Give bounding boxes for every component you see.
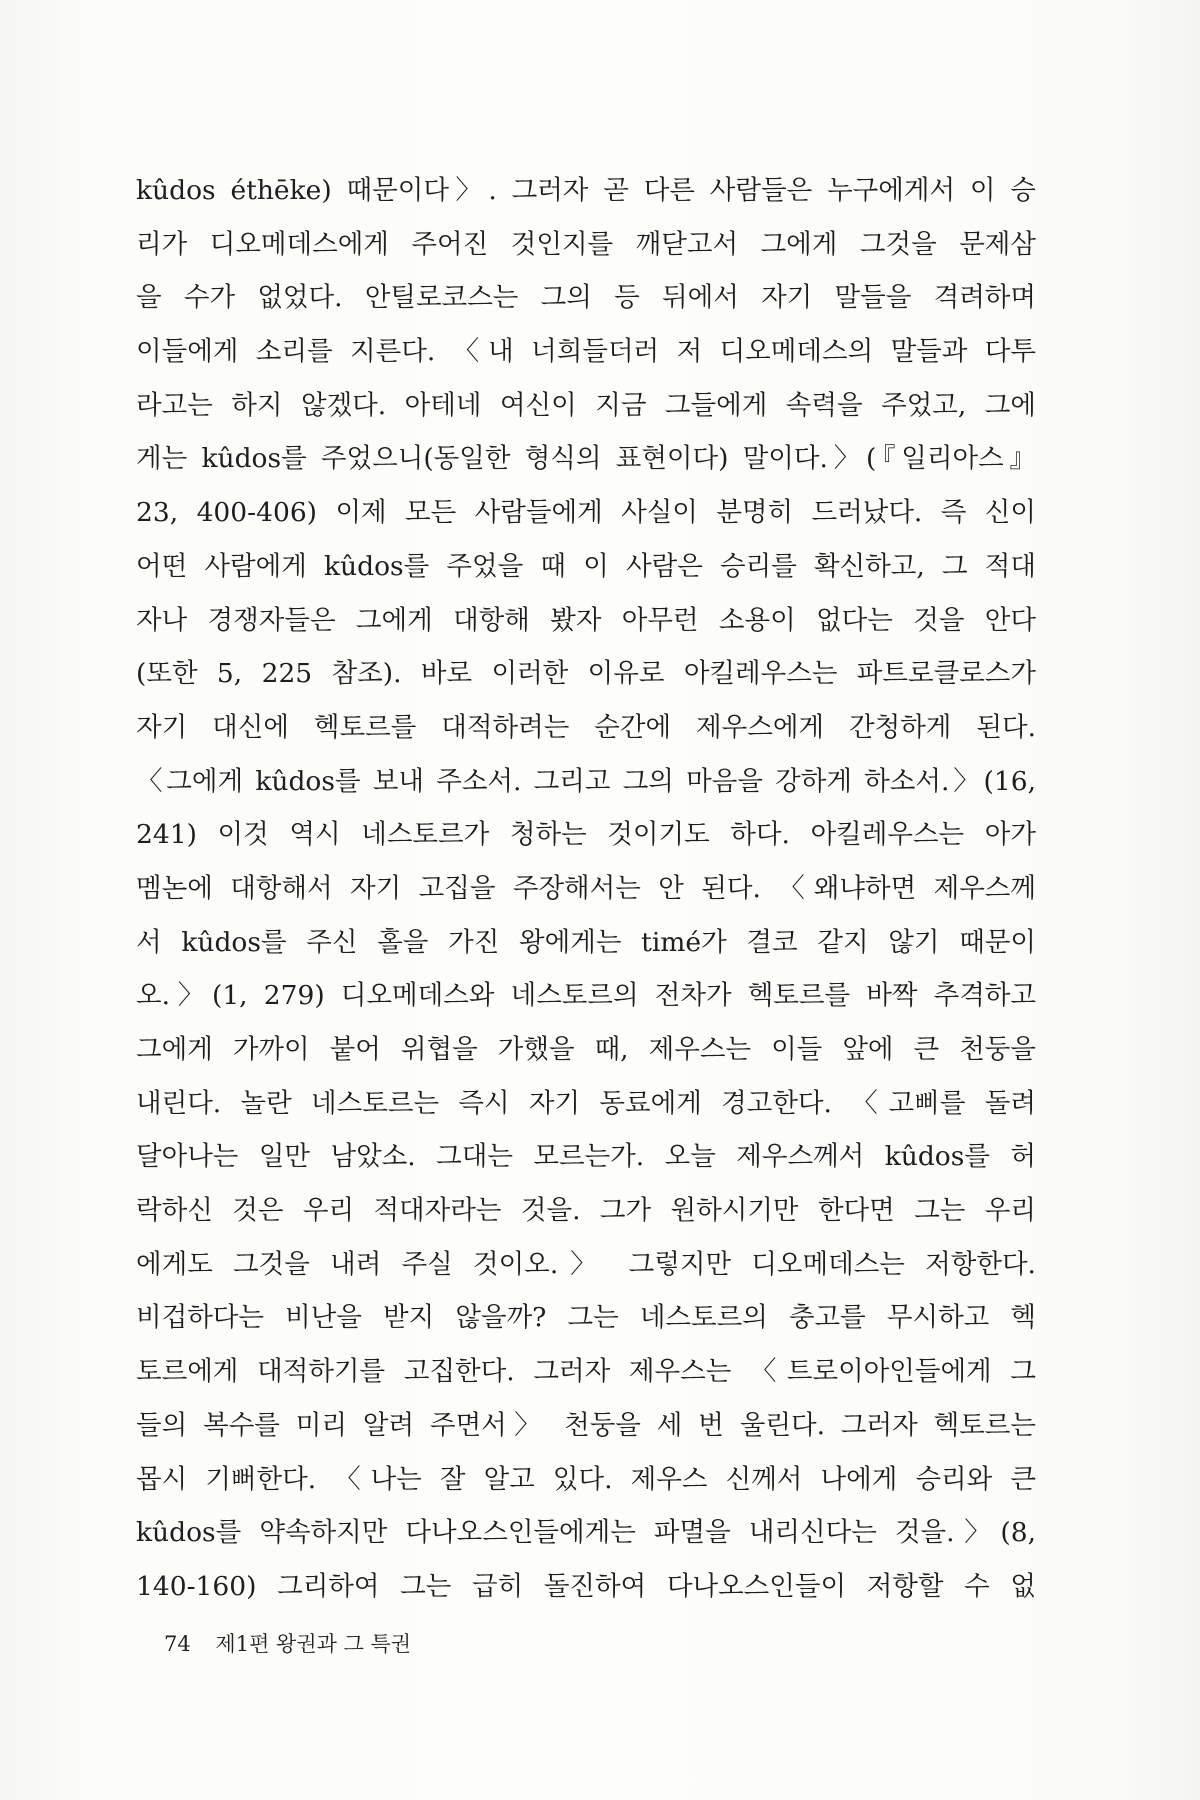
page-footer xyxy=(164,1627,411,1661)
running-title: 제1편 왕권과 그 특권 xyxy=(215,1632,412,1656)
text-line: 몹시 기뻐한다. 〈나는 잘 알고 있다. 제우스 신께서 나에게 승리와 큰 xyxy=(136,1463,1036,1495)
text-line: 자기 대신에 헥토르를 대적하려는 순간에 제우스에게 간청하게 된다. xyxy=(136,711,1036,743)
page-number: 74 xyxy=(164,1632,191,1656)
text-line: 라고는 하지 않겠다. 아테네 여신이 지금 그들에게 속력을 주었고, 그에 xyxy=(136,389,1036,421)
text-line: 에게도 그것을 내려 주실 것이오.〉 그렇지만 디오메데스는 저항한다. xyxy=(136,1248,1036,1280)
text-line: 비겁하다는 비난을 받지 않을까? 그는 네스토르의 충고를 무시하고 헥 xyxy=(136,1302,1036,1334)
text-line: kûdos éthēke) 때문이다〉. 그러자 곧 다른 사람들은 누구에게서 이 승 xyxy=(136,175,1036,206)
text-line: 그에게 가까이 붙어 위협을 가했을 때, 제우스는 이들 앞에 큰 천둥을 xyxy=(136,1034,1036,1065)
text-line: 을 수가 없었다. 안틸로코스는 그의 등 뒤에서 자기 말들을 격려하며 xyxy=(136,282,1036,314)
text-line: 241) 이것 역시 네스토르가 청하는 것이기도 하다. 아킬레우스는 아가 xyxy=(136,819,1036,851)
text-line: 리가 디오메데스에게 주어진 것인지를 깨닫고서 그에게 그것을 문제삼 xyxy=(136,228,1036,260)
text-line: 자나 경쟁자들은 그에게 대항해 봤자 아무런 소용이 없다는 것을 안다 xyxy=(136,604,1036,636)
text-line: 〈그에게 kûdos를 보내 주소서. 그리고 그의 마음을 강하게 하소서.〉(16, xyxy=(136,765,1036,797)
text-line: 게는 kûdos를 주었으니(동일한 형식의 표현이다) 말이다.〉(『일리아스』 xyxy=(136,443,1036,475)
text-line: 들의 복수를 미리 알려 주면서〉 천둥을 세 번 울린다. 그러자 헥토르는 xyxy=(136,1409,1036,1441)
text-line: 140-160) 그리하여 그는 급히 돌진하여 다나오스인들이 저항할 수 없 xyxy=(136,1570,1036,1602)
text-line: 서 kûdos를 주신 홀을 가진 왕에게는 timé가 결코 같지 않기 때문이 xyxy=(136,926,1036,958)
text-line: 락하신 것은 우리 적대자라는 것을. 그가 원하시기만 한다면 그는 우리 xyxy=(136,1195,1036,1227)
text-line: 23, 400-406) 이제 모든 사람들에게 사실이 분명히 드러났다. 즉 신이 xyxy=(136,497,1036,529)
text-line: 멤논에 대항해서 자기 고집을 주장해서는 안 된다. 〈왜냐하면 제우스께 xyxy=(136,872,1036,904)
text-line: 이들에게 소리를 지른다. 〈내 너희들더러 저 디오메데스의 말들과 다투 xyxy=(136,336,1036,368)
text-line: (또한 5, 225 참조). 바로 이러한 이유로 아킬레우스는 파트로클로스가 xyxy=(136,658,1036,690)
text-line: 토르에게 대적하기를 고집한다. 그러자 제우스는 〈트로이아인들에게 그 xyxy=(136,1356,1036,1388)
text-line: 오.〉(1, 279) 디오메데스와 네스토르의 전차가 헥토르를 바짝 추격하고 xyxy=(136,980,1036,1012)
text-line: 어떤 사람에게 kûdos를 주었을 때 이 사람은 승리를 확신하고, 그 적대 xyxy=(136,550,1036,582)
body-text xyxy=(136,164,1036,1614)
text-line: 내린다. 놀란 네스토르는 즉시 자기 동료에게 경고한다. 〈고삐를 돌려 xyxy=(136,1087,1036,1119)
text-line: 달아나는 일만 남았소. 그대는 모르는가. 오늘 제우스께서 kûdos를 허 xyxy=(136,1141,1036,1173)
text-line: kûdos를 약속하지만 다나오스인들에게는 파멸을 내리신다는 것을.〉(8, xyxy=(136,1517,1036,1549)
